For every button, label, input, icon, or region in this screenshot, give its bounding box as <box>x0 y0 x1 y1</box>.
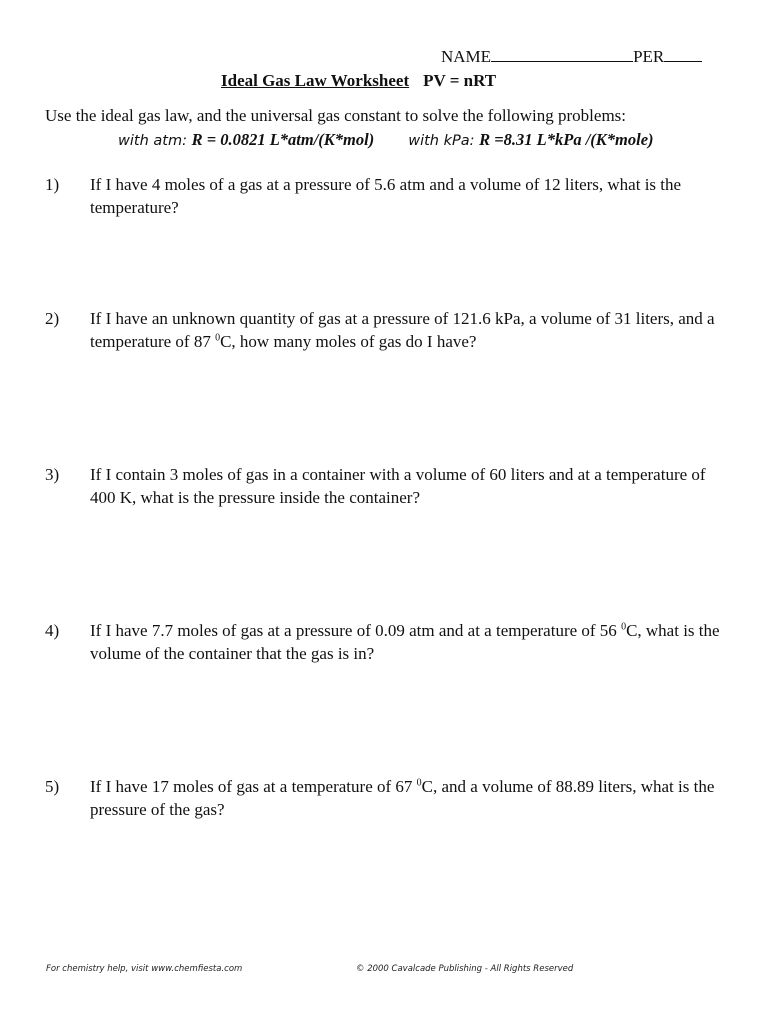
problem-text: If I have 17 moles of gas at a temperature of 67 $^0$C, and a volume of 88.89 liters, what is the pressure of the gas? <box>90 777 715 819</box>
name-period-line <box>441 47 702 67</box>
problem-number: 5) <box>45 777 60 796</box>
problem-number: 4) <box>45 621 60 640</box>
instructions: Use the ideal gas law, and the universal gas constant to solve the following problems: <box>45 106 627 125</box>
footer-help-link: For chemistry help, visit www.chemfiesta.com <box>46 964 243 974</box>
footer-copyright: © 2000 Cavalcade Publishing - All Rights Reserved <box>356 964 574 974</box>
per-blank <box>664 47 702 62</box>
worksheet-title: Ideal Gas Law Worksheet <box>221 71 410 90</box>
kpa-constant: R =8.31 L*kPa /(K*mole) <box>479 130 654 149</box>
equation: PV = nRT <box>423 71 497 90</box>
atm-constant: R = 0.0821 L*atm/(K*mol) <box>191 130 375 149</box>
problem-number: 3) <box>45 465 60 484</box>
problem-text: If I have 4 moles of a gas at a pressure of 5.6 atm and a volume of 12 liters, what is the temperature? <box>90 175 682 217</box>
problem-text: If I contain 3 moles of gas in a container with a volume of 60 liters and at a temperature of 400 K, what is the pressure inside the container? <box>90 465 706 507</box>
problem-text: If I have 7.7 moles of gas at a pressure of 0.09 atm and at a temperature of 56 $^0$C, what is the volume of the container that the gas is in? <box>90 621 720 663</box>
per-label: PER <box>633 47 665 66</box>
problem-text: If I have an unknown quantity of gas at a pressure of 121.6 kPa, a volume of 31 liters, and a temperature of 87 $^0$C, how many moles of gas do I have? <box>90 309 715 351</box>
degree-superscript: 0 <box>416 777 422 789</box>
degree-superscript: 0 <box>621 621 627 633</box>
page-title <box>221 71 496 91</box>
problem-number: 1) <box>45 175 60 194</box>
name-label: NAME <box>441 47 492 66</box>
kpa-prefix: with kPa: <box>408 133 480 149</box>
page-footer <box>0 964 768 980</box>
gas-constants <box>118 130 654 150</box>
name-blank <box>491 47 633 62</box>
degree-superscript: 0 <box>215 332 221 344</box>
atm-prefix: with atm: <box>118 133 192 149</box>
problem-number: 2) <box>45 309 60 328</box>
worksheet-header <box>0 47 768 97</box>
